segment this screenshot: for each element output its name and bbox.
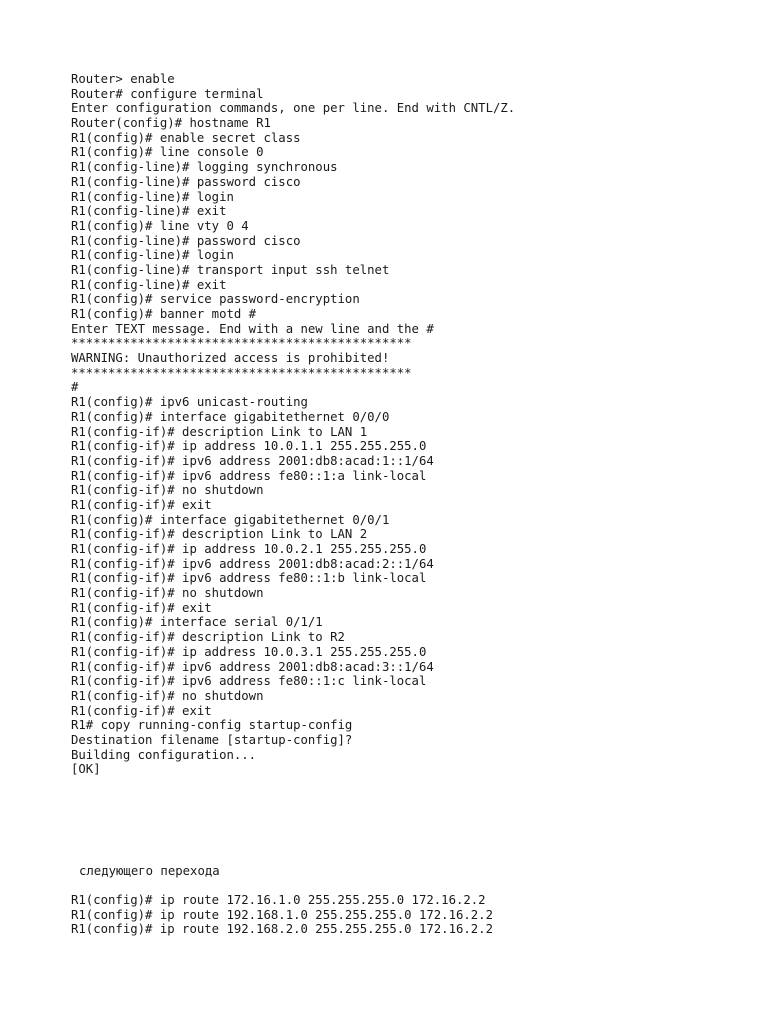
config-line: R1(config-if)# description Link to LAN 2 bbox=[71, 527, 368, 542]
config-line: R1(config-line)# password cisco bbox=[71, 233, 301, 248]
config-line: R1(config)# ipv6 unicast-routing bbox=[71, 395, 308, 410]
config-line: ********************************************** bbox=[71, 365, 412, 380]
config-line: Destination filename [startup-config]? bbox=[71, 732, 353, 747]
config-line: R1(config-line)# transport input ssh telnet bbox=[71, 262, 390, 277]
section-heading: следующего перехода bbox=[79, 864, 220, 878]
config-line: R1(config-if)# description Link to LAN 1 bbox=[71, 424, 368, 439]
config-line: R1(config-if)# description Link to R2 bbox=[71, 630, 345, 645]
route-line: R1(config)# ip route 172.16.1.0 255.255.255.0 172.16.2.2 bbox=[71, 893, 486, 907]
config-line: R1(config)# interface serial 0/1/1 bbox=[71, 615, 323, 630]
config-line: R1(config-if)# ipv6 address 2001:db8:acad:2::1/64 bbox=[71, 556, 434, 571]
config-line: R1(config)# service password-encryption bbox=[71, 292, 360, 307]
config-line: R1(config-if)# ip address 10.0.3.1 255.255.255.0 bbox=[71, 644, 427, 659]
config-line: R1(config-if)# no shutdown bbox=[71, 586, 264, 601]
router-config-listing bbox=[71, 72, 515, 777]
config-line: Enter TEXT message. End with a new line and the # bbox=[71, 321, 434, 336]
config-line: WARNING: Unauthorized access is prohibited! bbox=[71, 351, 390, 366]
config-line: R1(config-line)# logging synchronous bbox=[71, 160, 338, 175]
config-line: R1(config-line)# exit bbox=[71, 277, 227, 292]
config-line: [OK] bbox=[71, 762, 101, 777]
config-line: R1(config-line)# password cisco bbox=[71, 174, 301, 189]
config-line: R1(config-line)# login bbox=[71, 248, 234, 263]
config-line: R1(config-if)# ip address 10.0.2.1 255.255.255.0 bbox=[71, 542, 427, 556]
config-line: R1(config-if)# ipv6 address 2001:db8:acad:3::1/64 bbox=[71, 659, 434, 674]
config-line: R1(config-if)# ipv6 address 2001:db8:acad:1::1/64 bbox=[71, 453, 434, 468]
config-line: ********************************************** bbox=[71, 336, 412, 351]
config-line: R1(config-line)# exit bbox=[71, 204, 227, 219]
config-line: Building configuration... bbox=[71, 747, 257, 762]
config-line: R1(config)# interface gigabitethernet 0/0/0 bbox=[71, 409, 390, 424]
config-line: Router# configure terminal bbox=[71, 86, 264, 101]
config-line: R1(config-if)# exit bbox=[71, 497, 212, 512]
config-line: Enter configuration commands, one per line. End with CNTL/Z. bbox=[71, 101, 516, 116]
config-line: R1(config)# line vty 0 4 bbox=[71, 218, 249, 233]
config-line: R1(config-if)# ip address 10.0.1.1 255.255.255.0 bbox=[71, 439, 427, 454]
config-line: R1(config)# banner motd # bbox=[71, 307, 257, 321]
config-line: Router(config)# hostname R1 bbox=[71, 116, 271, 131]
config-line: Router> enable bbox=[71, 72, 175, 86]
config-line: R1(config-if)# exit bbox=[71, 600, 212, 615]
config-line: # bbox=[71, 380, 79, 395]
static-route-listing bbox=[71, 893, 493, 937]
config-line: R1(config)# line console 0 bbox=[71, 145, 264, 160]
config-line: R1(config-if)# ipv6 address fe80::1:c link-local bbox=[71, 674, 427, 689]
config-line: R1# copy running-config startup-config bbox=[71, 718, 353, 733]
config-line: R1(config-if)# ipv6 address fe80::1:a link-local bbox=[71, 468, 427, 483]
config-line: R1(config)# interface gigabitethernet 0/0/1 bbox=[71, 512, 390, 527]
config-line: R1(config-line)# login bbox=[71, 189, 234, 204]
config-line: R1(config-if)# exit bbox=[71, 703, 212, 718]
config-line: R1(config-if)# ipv6 address fe80::1:b link-local bbox=[71, 571, 427, 586]
config-line: R1(config-if)# no shutdown bbox=[71, 483, 264, 498]
route-line: R1(config)# ip route 192.168.2.0 255.255.255.0 172.16.2.2 bbox=[71, 922, 493, 937]
route-line: R1(config)# ip route 192.168.1.0 255.255.255.0 172.16.2.2 bbox=[71, 907, 493, 922]
config-line: R1(config)# enable secret class bbox=[71, 130, 301, 145]
config-line: R1(config-if)# no shutdown bbox=[71, 688, 264, 703]
